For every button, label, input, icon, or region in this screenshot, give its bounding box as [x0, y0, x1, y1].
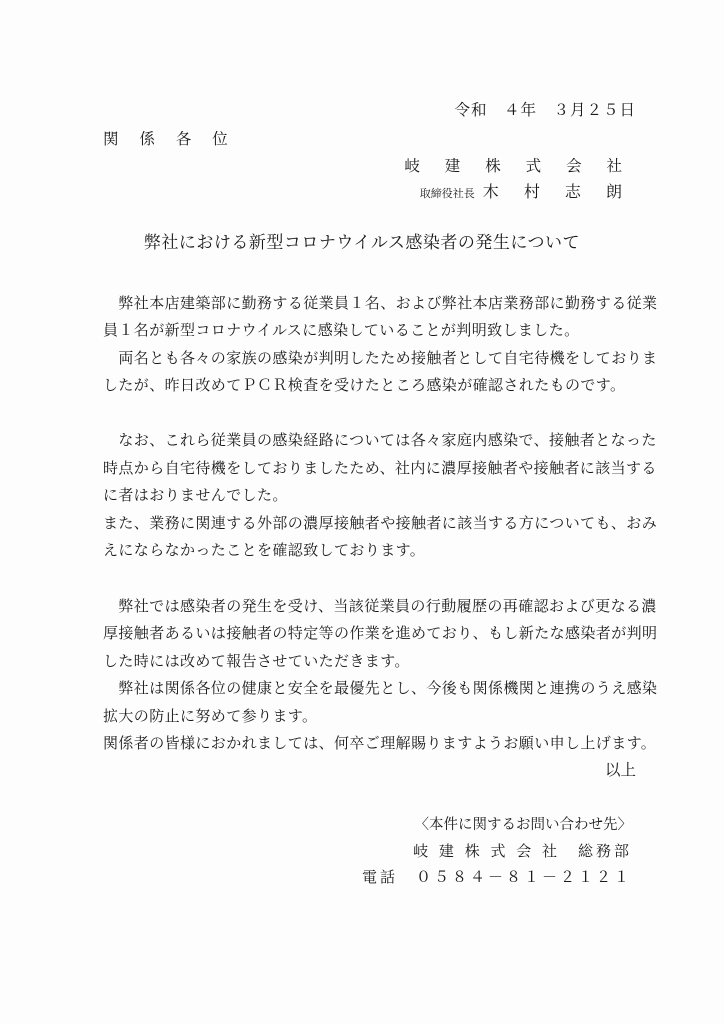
company-name: 岐 建 株 式 会 社	[404, 157, 632, 175]
signer-role: 取締役社長	[419, 187, 475, 200]
document-date: 令和 ４年 ３月２５日	[454, 101, 636, 119]
signer-block	[420, 182, 632, 204]
body-line: 拡大の防止に努めて参ります。	[103, 707, 318, 725]
body-line: 弊社本店建築部に勤務する従業員１名、および弊社本店業務部に勤務する従業	[103, 294, 658, 312]
body-line: 弊社は関係各位の健康と安全を最優先とし、今後も関係機関と連携のうえ感染	[103, 679, 658, 697]
document-title: 弊社における新型コロナウイルス感染者の発生について	[143, 233, 581, 253]
recipient-line: 関 係 各 位	[103, 130, 236, 148]
body-line: 弊社では感染者の発生を受け、当該従業員の行動履歴の再確認および更なる濃	[103, 597, 657, 615]
body-line: した時には改めて報告させていただきます。	[103, 652, 410, 670]
body-line: 関係者の皆様におかれましては、何卒ご理解賜りますようお願い申し上げます。	[103, 734, 657, 752]
body-line: 厚接触者あるいは接触者の特定等の作業を進めており、もし新たな感染者が判明	[103, 624, 658, 642]
body-line: に者はおりませんでした。	[103, 486, 288, 504]
closing-mark: 以上	[604, 761, 636, 779]
contact-department: 岐 建 株 式 会 社 総務部	[413, 842, 632, 860]
body-line: したが、昨日改めてＰＣＲ検査を受けたところ感染が確認されたものです。	[103, 376, 626, 394]
body-line: 時点から自宅待機をしておりましたため、社内に濃厚接触者や接触者に該当する	[103, 459, 657, 477]
body-line: また、業務に関連する外部の濃厚接触者や接触者に該当する方についても、おみ	[103, 514, 658, 532]
contact-phone: 電話 ０５８４－８１－２１２１	[361, 868, 632, 886]
signer-name: 木 村 志 朗	[482, 182, 632, 201]
body-line: 員１名が新型コロナウイルスに感染していることが判明致しました。	[103, 321, 580, 339]
body-line: 両名とも各々の家族の感染が判明したため接触者として自宅待機をしておりま	[103, 349, 658, 367]
contact-heading: 〈本件に関するお問い合わせ先〉	[414, 817, 632, 833]
body-line: なお、これら従業員の感染経路については各々家庭内感染で、接触者となった	[103, 431, 657, 449]
body-line: えにならなかったことを確認致しております。	[103, 541, 426, 559]
